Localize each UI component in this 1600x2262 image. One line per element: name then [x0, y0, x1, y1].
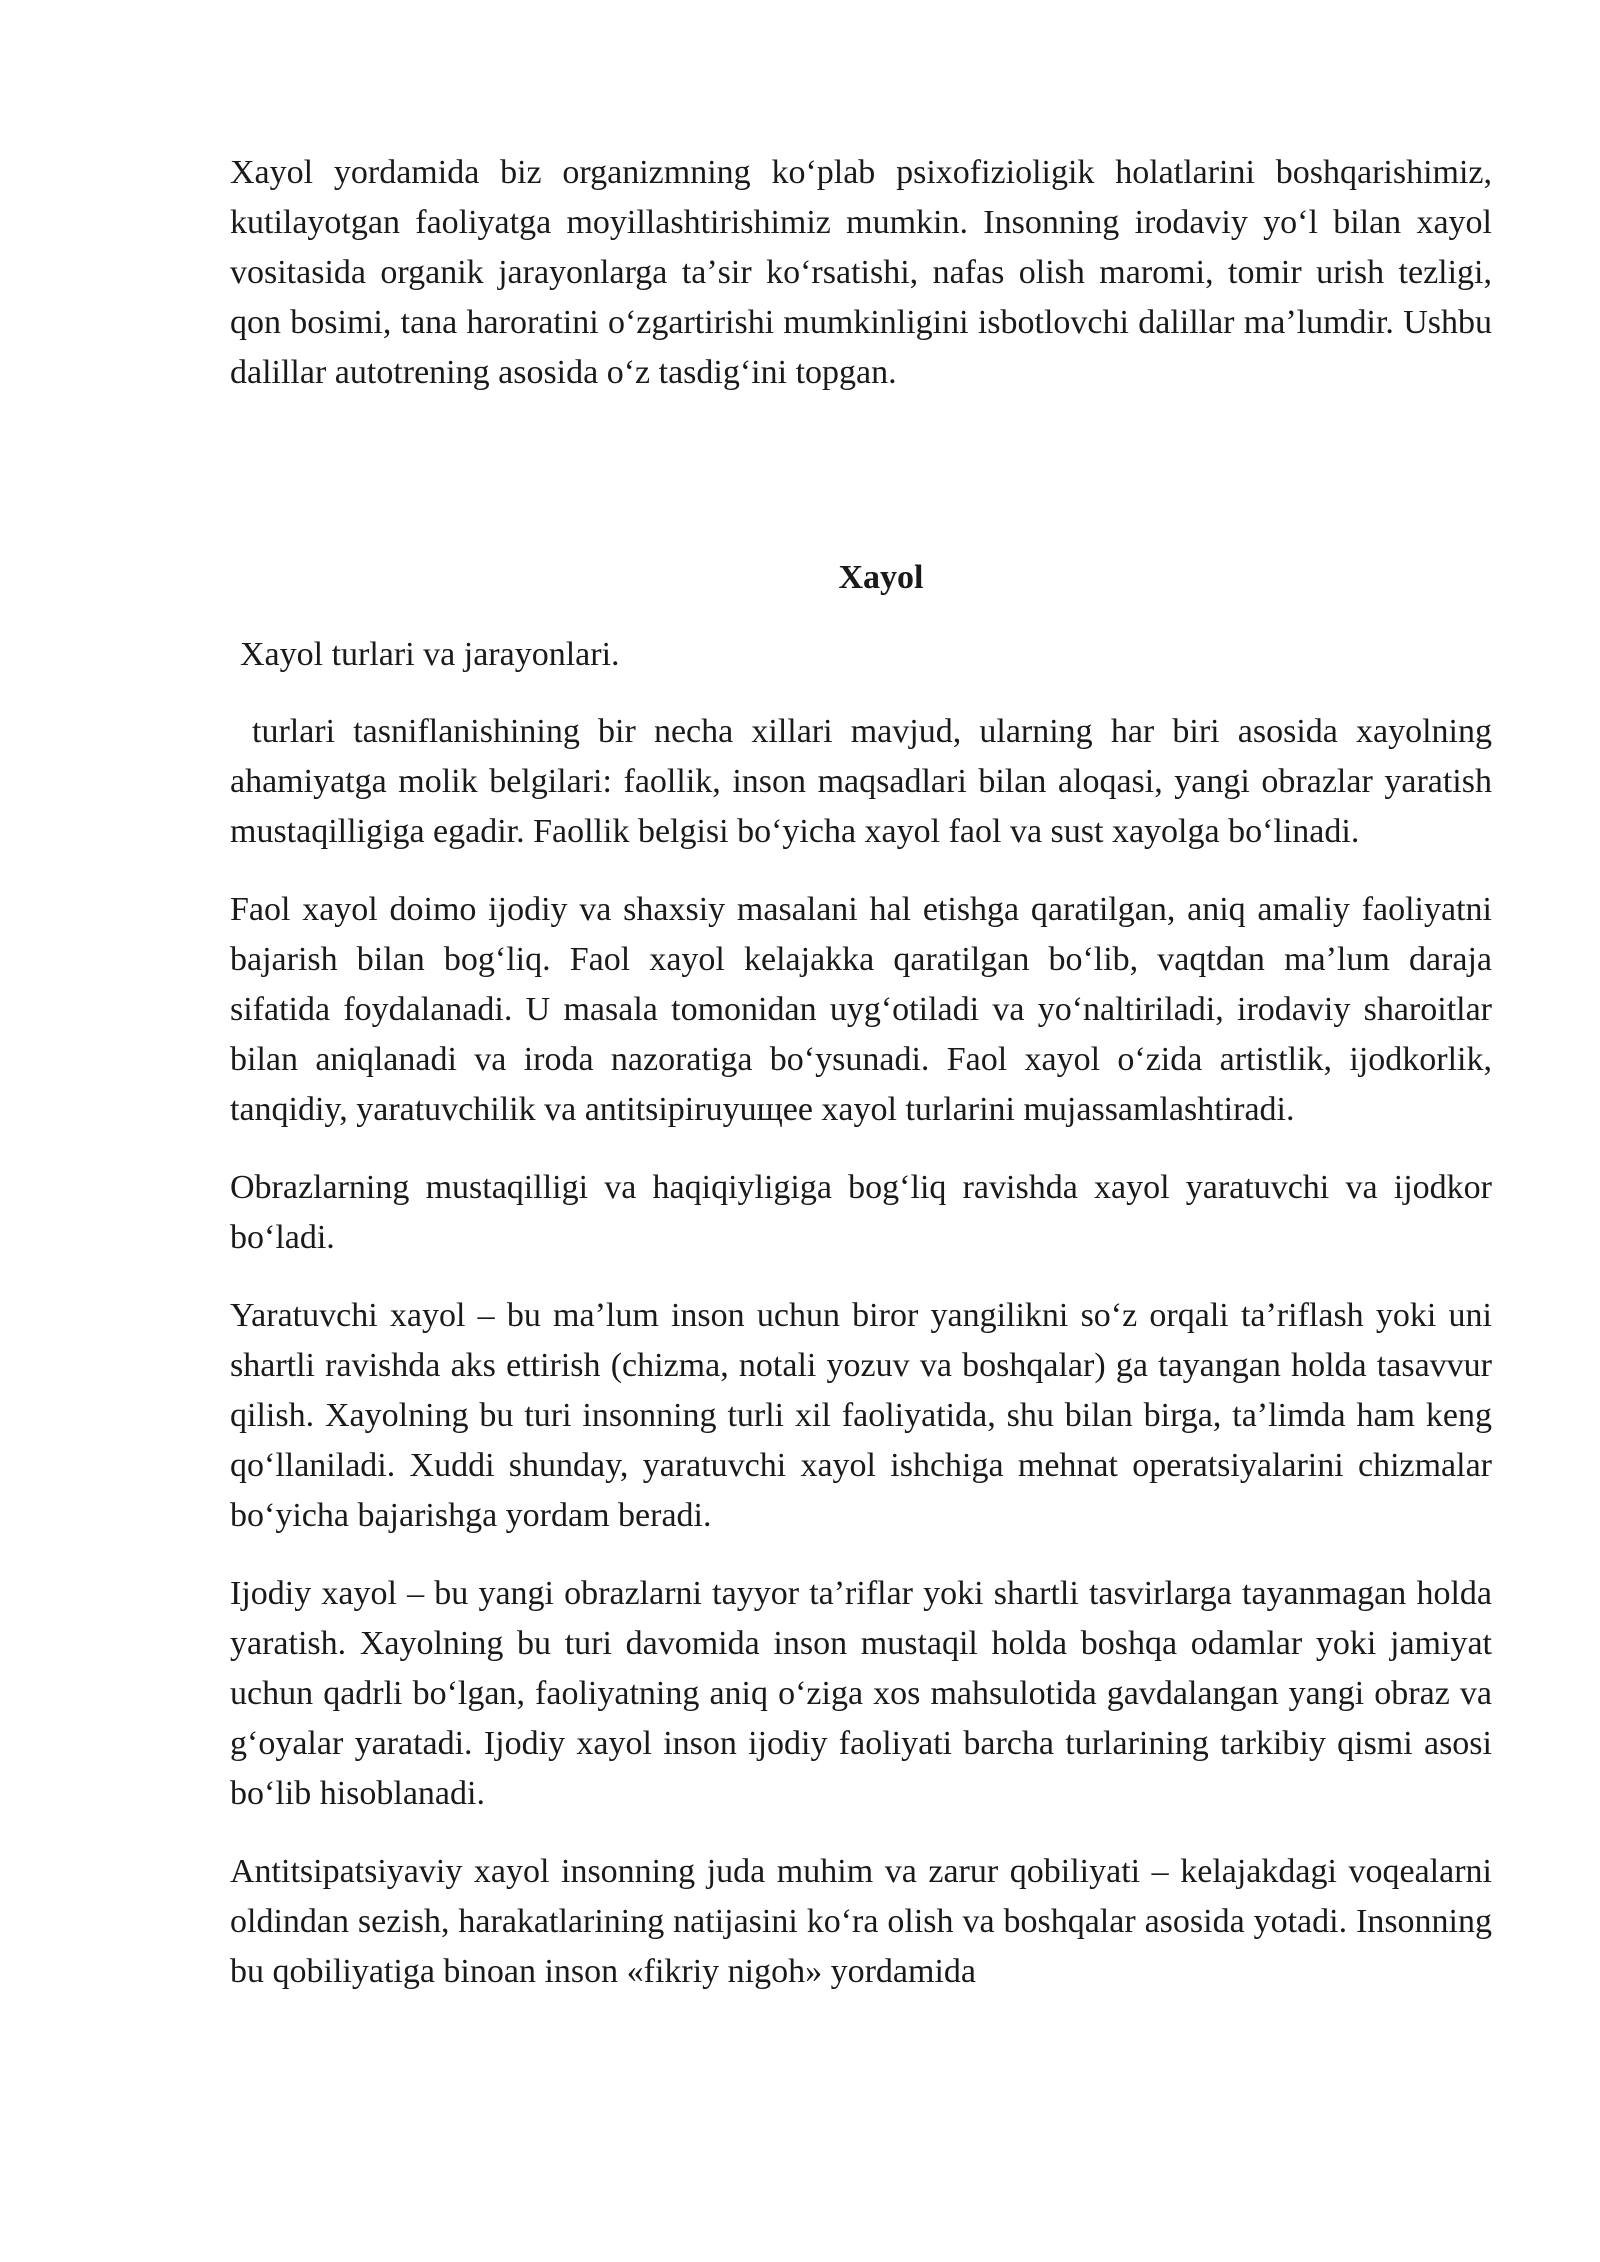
paragraph-images-independence: Obrazlarning mustaqilligi va haqiqiyligiga bogʻliq ravishda xayol yaratuvchi va ijodkor boʻladi.	[230, 1169, 1492, 1256]
paragraph-active-imagination: Faol xayol doimo ijodiy va shaxsiy masalani hal etishga qaratilgan, aniq amaliy faoliyatni bajarish bilan bogʻliq. Faol xayol kelajakka qaratilgan boʻlib, vaqtdan maʼlum daraja sifatida foydalanadi. U masala tomonidan uygʻotiladi va yoʻnaltiriladi, irodaviy sharoitlar bilan aniqlanadi va iroda nazoratiga boʻysunadi. Faol xayol oʻzida artistlik, ijodkorlik, tanqidiy, yaratuvchilik va antitsipiruyuщее xayol turlarini mujassamlashtiradi.	[230, 891, 1492, 1128]
document-body	[230, 707, 1492, 2025]
document-page	[230, 148, 1492, 1990]
paragraph-types: turlari tasniflanishining bir necha xillari mavjud, ularning har biri asosida xayolning ahamiyatga molik belgilari: faollik, inson maqsadlari bilan aloqasi, yangi obrazlar yaratish mustaqilligiga egadir. Faollik belgisi boʻyicha xayol faol va sust xayolga boʻlinadi.	[230, 713, 1492, 850]
paragraph-intro: Xayol yordamida biz organizmning koʻplab psixofizioligik holatlarini boshqarishimiz, kutilayotgan faoliyatga moyillashtirishimiz mumkin. Insonning irodaviy yoʻl bilan xayol vositasida organik jarayonlarga taʼsir koʻrsatishi, nafas olish maromi, tomir urish tezligi, qon bosimi, tana haroratini oʻzgartirishi mumkinligini isbotlovchi dalillar maʼlumdir. Ushbu dalillar autotrening asosida oʻz tasdigʻini topgan.	[230, 154, 1492, 391]
paragraph-recreative-imagination: Yaratuvchi xayol – bu maʼlum inson uchun biror yangilikni soʻz orqali taʼriflash yoki uni shartli ravishda aks ettirish (chizma, notali yozuv va boshqalar) ga tayangan holda tasavvur qilish. Xayolning bu turi insonning turli xil faoliyatida, shu bilan birga, taʼlimda ham keng qoʻllaniladi. Xuddi shunday, yaratuvchi xayol ishchiga mehnat operatsiyalarini chizmalar boʻyicha bajarishga yordam beradi.	[230, 1297, 1492, 1534]
section-subheading: Xayol turlari va jarayonlari.	[240, 636, 620, 673]
paragraph-creative-imagination: Ijodiy xayol – bu yangi obrazlarni tayyor taʼriflar yoki shartli tasvirlarga tayanmagan holda yaratish. Xayolning bu turi davomida inson mustaqil holda boshqa odamlar yoki jamiyat uchun qadrli boʻlgan, faoliyatning aniq oʻziga xos mahsulotida gavdalangan yangi obraz va gʻoyalar yaratadi. Ijodiy xayol inson ijodiy faoliyati barcha turlarining tarkibiy qismi asosi boʻlib hisoblanadi.	[230, 1575, 1492, 1812]
section-heading: Xayol	[838, 559, 924, 596]
paragraph-anticipatory-imagination: Antitsipatsiyaviy xayol insonning juda muhim va zarur qobiliyati – kelajakdagi voqealarni oldindan sezish, harakatlarining natijasini koʻra olish va boshqalar asosida yotadi. Insonning bu qobiliyatiga binoan inson «fikriy nigoh» yordamida	[230, 1853, 1492, 1990]
